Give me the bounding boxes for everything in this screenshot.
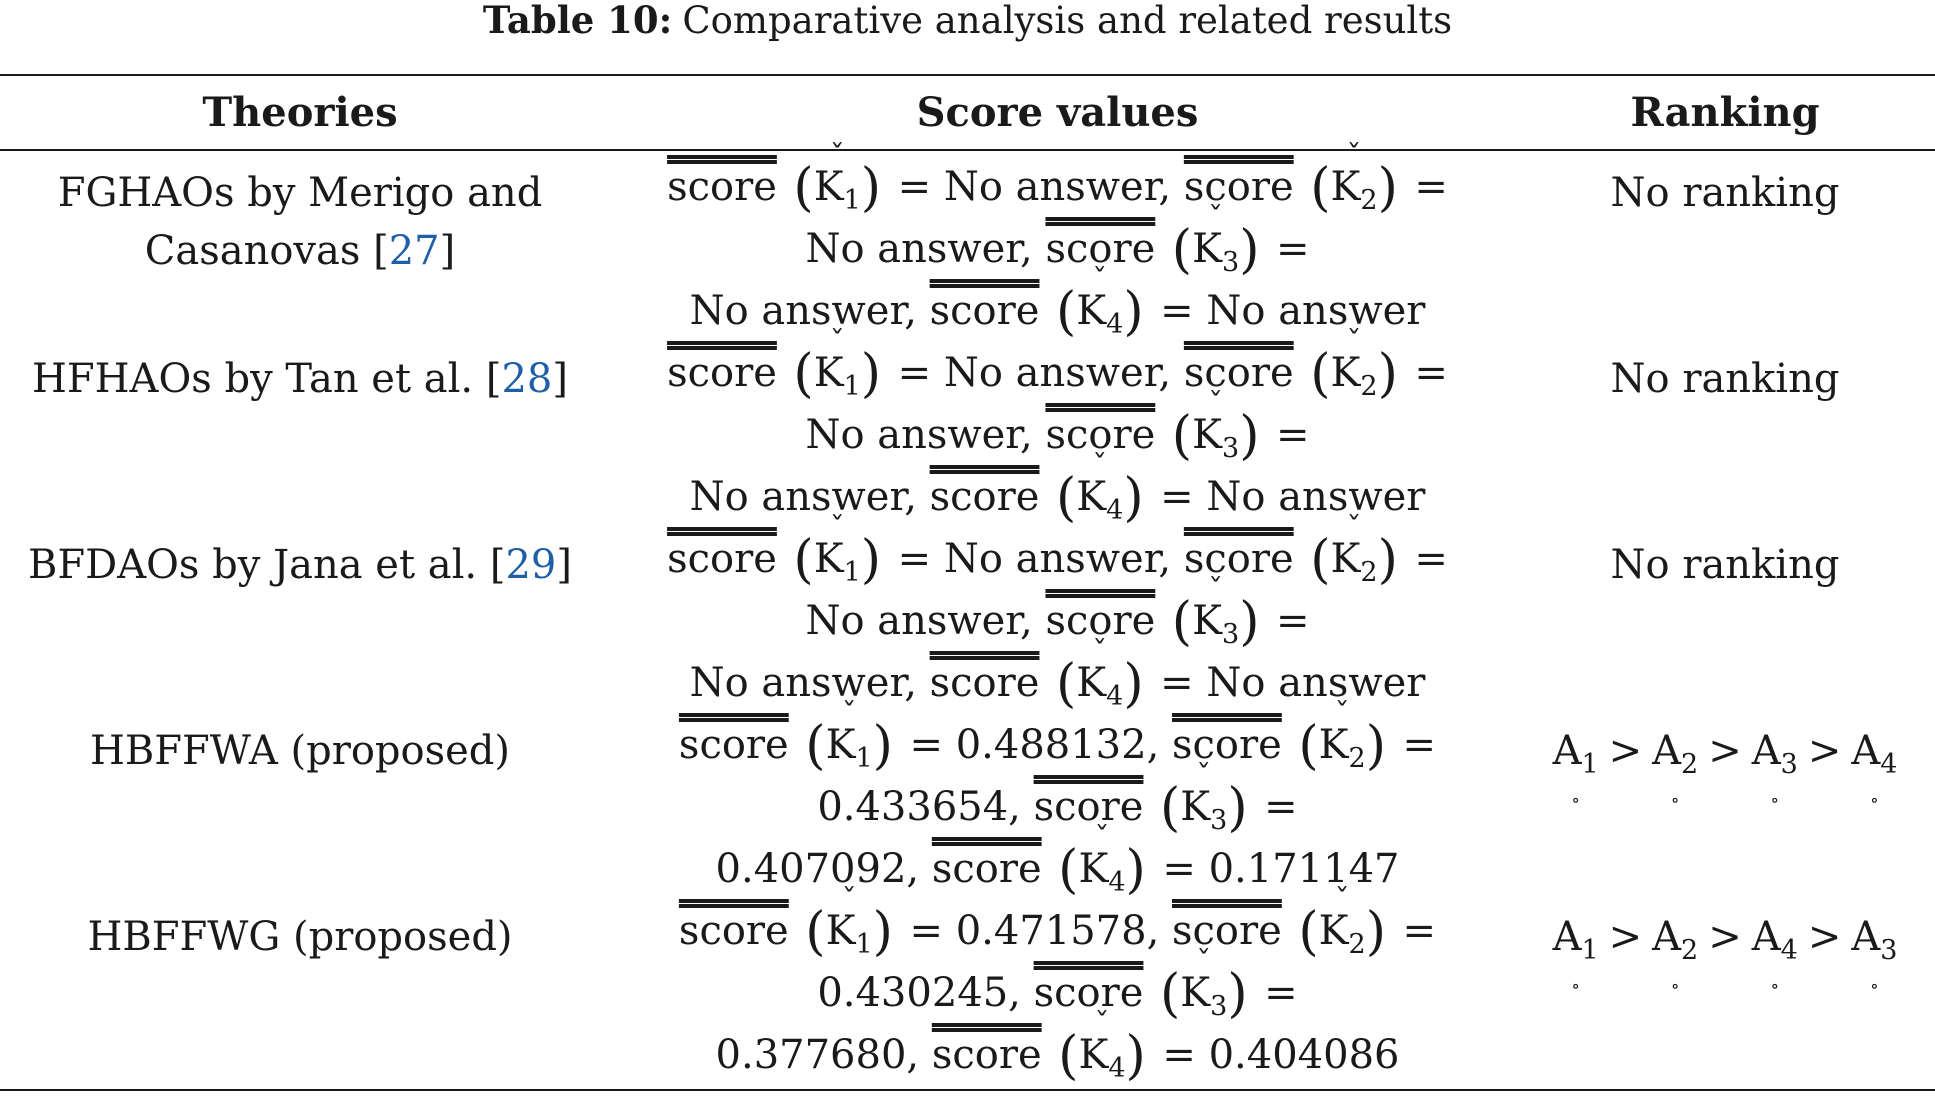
equals-sign: =	[1402, 722, 1437, 768]
ring-accent: ∘	[1571, 976, 1581, 997]
table-row	[0, 139, 1935, 342]
table-row	[0, 325, 1935, 528]
score-cell	[600, 511, 1515, 714]
paren-close: )	[1239, 406, 1277, 466]
paren-close: )	[860, 530, 898, 590]
paren-close: )	[1377, 530, 1415, 590]
score-line	[600, 1007, 1515, 1086]
paren-close: )	[1123, 468, 1161, 528]
alternative-symbol: A ∘ $_3$	[1851, 914, 1898, 997]
paren-close: )	[1227, 778, 1265, 838]
paren-close: )	[1125, 1026, 1163, 1086]
ranking-cell	[1515, 900, 1935, 997]
paren-close: )	[1365, 716, 1403, 776]
theory-name: FGHAOs by Merigo and Casanovas	[57, 170, 543, 274]
theory-name: HBFFWA (proposed)	[89, 728, 511, 774]
alternative-symbol: A ∘ $_1$	[1552, 914, 1599, 997]
ranking-cell	[1515, 528, 1935, 596]
comma: ,	[1158, 536, 1172, 582]
score-symbol: score	[1045, 598, 1156, 644]
k-letter: K	[1076, 474, 1107, 520]
caron-mark: ˇ	[1196, 945, 1212, 980]
greater-than: >	[1708, 914, 1742, 960]
k-subscript: 3	[1222, 619, 1240, 650]
k-subscript: 1	[843, 185, 861, 216]
k-subscript: 2	[1348, 743, 1366, 774]
comma: ,	[1008, 784, 1021, 830]
score-symbol: score	[1045, 412, 1156, 458]
score-symbol: score	[1033, 784, 1144, 830]
theory-name: BFDAOs by Jana et al.	[28, 542, 478, 588]
equals-sign: =	[909, 722, 943, 768]
paren-close: )	[1227, 964, 1265, 1024]
k-letter: K	[813, 350, 844, 396]
score-symbol: score	[1183, 350, 1294, 396]
ring-accent: ∘	[1770, 976, 1780, 997]
k-check-symbol	[825, 697, 873, 790]
theory-cell	[0, 528, 600, 594]
k-subscript: 1	[855, 743, 873, 774]
citation: [28]	[473, 356, 568, 402]
k-check-symbol	[1192, 201, 1240, 294]
comma: ,	[1158, 350, 1172, 396]
k-subscript: 3	[1210, 805, 1228, 836]
alternative-symbol: A ∘ $_3$	[1751, 728, 1798, 811]
score-value: No answer	[943, 536, 1159, 582]
k-check-symbol	[825, 883, 873, 976]
k-subscript: 2	[1360, 557, 1378, 588]
paren-open: (	[1155, 406, 1193, 466]
bottom-rule	[0, 1089, 1935, 1091]
k-check-symbol	[1180, 759, 1228, 852]
comma: ,	[906, 1032, 920, 1078]
alternative-symbol: A ∘ $_4$	[1851, 728, 1898, 811]
equals-sign: =	[1276, 412, 1310, 458]
paren-open: (	[1039, 468, 1077, 528]
paren-open: (	[1281, 902, 1319, 962]
ring-accent: ∘	[1869, 976, 1879, 997]
k-check-symbol	[1192, 387, 1240, 480]
score-value: 0.488132	[955, 722, 1147, 768]
k-letter: K	[1076, 288, 1107, 334]
equals-sign: =	[1162, 846, 1196, 892]
score-symbol: score	[929, 660, 1040, 706]
score-line	[600, 387, 1515, 466]
score-line	[600, 821, 1515, 900]
ranking-text: No ranking	[1610, 356, 1840, 402]
caron-mark: ˇ	[1208, 573, 1224, 608]
table-row	[0, 883, 1935, 1086]
alternative-index: 4	[1880, 749, 1898, 780]
score-symbol: score	[929, 474, 1040, 520]
k-letter: K	[1330, 536, 1361, 582]
equals-sign: =	[1414, 350, 1448, 396]
citation-link: 29	[505, 542, 557, 588]
score-symbol: score	[667, 350, 777, 396]
k-letter: K	[1318, 722, 1349, 768]
score-cell	[600, 325, 1515, 528]
equals-sign: =	[909, 908, 943, 954]
score-line	[600, 139, 1515, 218]
score-symbol: score	[1045, 226, 1156, 272]
alternative-symbol: A ∘ $_4$	[1751, 914, 1798, 997]
k-check-symbol	[813, 139, 861, 232]
alternative-symbol: A ∘ $_1$	[1552, 728, 1599, 811]
score-line	[600, 263, 1515, 342]
header-theories: Theories	[202, 89, 398, 136]
caron-mark: ˇ	[1346, 325, 1362, 360]
alternative-symbol: A ∘ $_2$	[1652, 728, 1699, 811]
ranking-cell	[1515, 342, 1935, 410]
score-value: No answer	[1206, 474, 1426, 520]
paren-close: )	[1123, 282, 1161, 342]
comma: ,	[1158, 164, 1172, 210]
score-line	[600, 635, 1515, 714]
k-subscript: 3	[1222, 433, 1240, 464]
ranking-cell	[1515, 156, 1935, 224]
score-symbol: score	[1183, 164, 1294, 210]
paren-close: )	[1239, 220, 1277, 280]
paren-open: (	[788, 716, 826, 776]
k-subscript: 2	[1348, 929, 1366, 960]
greater-than: >	[1608, 728, 1643, 774]
paren-open: (	[1039, 282, 1077, 342]
paren-open: (	[1143, 778, 1181, 838]
k-letter: K	[1330, 164, 1361, 210]
score-value: No answer	[943, 164, 1159, 210]
ranking-order	[1552, 914, 1898, 997]
k-letter: K	[813, 164, 844, 210]
k-letter: K	[813, 536, 844, 582]
caption-title: Comparative analysis and related results	[682, 0, 1453, 42]
score-symbol: score	[1183, 536, 1294, 582]
score-cell	[600, 139, 1515, 342]
k-subscript: 4	[1108, 867, 1126, 898]
comma: ,	[904, 660, 917, 706]
k-check-symbol	[813, 325, 861, 418]
k-letter: K	[1180, 970, 1211, 1016]
paren-open: (	[776, 344, 814, 404]
alternative-index: 4	[1780, 935, 1798, 966]
equals-sign: =	[1162, 1032, 1196, 1078]
k-letter: K	[1078, 1032, 1109, 1078]
ring-accent: ∘	[1869, 790, 1879, 811]
alternative-index: 2	[1681, 749, 1699, 780]
k-subscript: 1	[855, 929, 873, 960]
k-check-symbol	[1330, 325, 1378, 418]
k-check-symbol	[1318, 697, 1366, 790]
ranking-text: No ranking	[1610, 542, 1840, 588]
theory-cell	[0, 342, 600, 408]
k-check-symbol	[1318, 883, 1366, 976]
equals-sign: =	[897, 536, 932, 582]
paren-open: (	[788, 902, 826, 962]
citation: [27]	[360, 228, 456, 274]
paren-close: )	[872, 716, 910, 776]
score-line	[600, 759, 1515, 838]
score-symbol: score	[1033, 970, 1144, 1016]
score-symbol: score	[678, 722, 789, 768]
theory-cell	[0, 714, 600, 780]
alternative-index: 3	[1780, 749, 1798, 780]
ranking-text: No ranking	[1610, 170, 1840, 216]
k-subscript: 2	[1360, 371, 1378, 402]
paren-close: )	[1377, 344, 1415, 404]
equals-sign: =	[1160, 288, 1194, 334]
caron-mark: ˇ	[1346, 139, 1362, 174]
caron-mark: ˇ	[1334, 697, 1350, 732]
k-letter: K	[1318, 908, 1349, 954]
alternative-symbol: A ∘ $_2$	[1652, 914, 1699, 997]
score-line	[600, 573, 1515, 652]
paren-close: )	[1123, 654, 1161, 714]
greater-than: >	[1708, 728, 1742, 774]
ring-accent: ∘	[1770, 790, 1780, 811]
comma: ,	[904, 474, 917, 520]
paren-open: (	[1293, 344, 1331, 404]
comma: ,	[906, 846, 920, 892]
paren-open: (	[776, 158, 814, 218]
score-value: 0.471578	[955, 908, 1147, 954]
caron-mark: ˇ	[1334, 883, 1350, 918]
caron-mark: ˇ	[841, 697, 857, 732]
score-symbol: score	[929, 288, 1040, 334]
caron-mark: ˇ	[1094, 1007, 1110, 1042]
caron-mark: ˇ	[1092, 635, 1108, 670]
caron-mark: ˇ	[829, 325, 845, 360]
theory-name: HBFFWG (proposed)	[87, 914, 513, 960]
score-line	[600, 945, 1515, 1024]
k-letter: K	[825, 908, 856, 954]
equals-sign: =	[1264, 784, 1298, 830]
ring-accent: ∘	[1670, 976, 1680, 997]
paren-open: (	[1041, 1026, 1079, 1086]
equals-sign: =	[1160, 474, 1194, 520]
k-letter: K	[1192, 598, 1222, 644]
caption-label: Table 10:	[482, 0, 673, 42]
paren-open: (	[1155, 592, 1193, 652]
score-symbol: score	[1172, 722, 1282, 768]
paren-open: (	[1281, 716, 1319, 776]
paren-open: (	[1039, 654, 1077, 714]
equals-sign: =	[1264, 970, 1298, 1016]
comma: ,	[1146, 722, 1160, 768]
citation-link: 28	[501, 356, 553, 402]
paren-open: (	[1155, 220, 1193, 280]
paren-close: )	[1365, 902, 1403, 962]
score-symbol: score	[667, 164, 777, 210]
equals-sign: =	[897, 164, 932, 210]
comma: ,	[1008, 970, 1021, 1016]
score-value: No answer	[1206, 660, 1426, 706]
score-line	[600, 325, 1515, 404]
score-value: No answer	[689, 288, 905, 334]
k-check-symbol	[1330, 511, 1378, 604]
paren-close: )	[1239, 592, 1277, 652]
k-subscript: 2	[1360, 185, 1378, 216]
equals-sign: =	[897, 350, 932, 396]
equals-sign: =	[1276, 226, 1310, 272]
theory-cell	[0, 900, 600, 966]
k-subscript: 4	[1106, 495, 1124, 526]
score-value: No answer	[943, 350, 1159, 396]
caron-mark: ˇ	[1346, 511, 1362, 546]
equals-sign: =	[1160, 660, 1194, 706]
score-symbol: score	[931, 1032, 1042, 1078]
k-letter: K	[1192, 226, 1222, 272]
alternative-index: 2	[1681, 935, 1699, 966]
comma: ,	[1020, 226, 1033, 272]
score-value: 0.433654	[817, 784, 1009, 830]
citation: [29]	[477, 542, 572, 588]
k-check-symbol	[1192, 573, 1240, 666]
alternative-index: 3	[1880, 935, 1898, 966]
k-letter: K	[1078, 846, 1109, 892]
k-letter: K	[1180, 784, 1211, 830]
caron-mark: ˇ	[1092, 263, 1108, 298]
theory-cell	[0, 156, 600, 280]
equals-sign: =	[1276, 598, 1310, 644]
score-cell	[600, 697, 1515, 900]
score-value: 0.171147	[1208, 846, 1400, 892]
k-letter: K	[825, 722, 856, 768]
greater-than: >	[1608, 914, 1643, 960]
score-value: No answer	[1206, 288, 1426, 334]
k-check-symbol	[1180, 945, 1228, 1038]
ranking-cell	[1515, 714, 1935, 811]
alternative-index: 1	[1581, 935, 1599, 966]
score-line	[600, 511, 1515, 590]
top-rule	[0, 74, 1935, 76]
score-line	[600, 883, 1515, 962]
header-rule	[0, 149, 1935, 151]
k-subscript: 4	[1106, 309, 1124, 340]
caron-mark: ˇ	[1094, 821, 1110, 856]
caron-mark: ˇ	[1208, 201, 1224, 236]
ranking-order	[1552, 728, 1898, 811]
greater-than: >	[1807, 914, 1842, 960]
table-caption	[0, 0, 1935, 44]
score-symbol: score	[1172, 908, 1282, 954]
score-value: 0.404086	[1208, 1032, 1400, 1078]
table-row	[0, 697, 1935, 900]
caron-mark: ˇ	[841, 883, 857, 918]
k-letter: K	[1330, 350, 1361, 396]
score-value: 0.430245	[817, 970, 1009, 1016]
k-letter: K	[1192, 412, 1222, 458]
caron-mark: ˇ	[1092, 449, 1108, 484]
k-subscript: 1	[843, 557, 861, 588]
k-subscript: 1	[843, 371, 861, 402]
comma: ,	[1020, 412, 1033, 458]
k-subscript: 3	[1210, 991, 1228, 1022]
k-subscript: 3	[1222, 247, 1240, 278]
score-symbol: score	[931, 846, 1042, 892]
k-letter: K	[1076, 660, 1107, 706]
score-symbol: score	[667, 536, 777, 582]
caron-mark: ˇ	[1196, 759, 1212, 794]
score-value: No answer	[805, 598, 1021, 644]
theory-name: HFHAOs by Tan et al.	[32, 356, 474, 402]
comma: ,	[1146, 908, 1160, 954]
score-value: No answer	[805, 412, 1021, 458]
score-symbol: score	[678, 908, 789, 954]
equals-sign: =	[1402, 908, 1437, 954]
score-value: No answer	[805, 226, 1021, 272]
paren-open: (	[1293, 158, 1331, 218]
equals-sign: =	[1414, 536, 1448, 582]
score-value: No answer	[689, 474, 905, 520]
score-cell	[600, 883, 1515, 1086]
paren-open: (	[1293, 530, 1331, 590]
score-line	[600, 449, 1515, 528]
paren-close: )	[1377, 158, 1415, 218]
paren-close: )	[860, 344, 898, 404]
comma: ,	[1020, 598, 1033, 644]
score-value: 0.407092	[715, 846, 907, 892]
greater-than: >	[1807, 728, 1842, 774]
k-check-symbol	[1330, 139, 1378, 232]
ring-accent: ∘	[1670, 790, 1680, 811]
table-row	[0, 511, 1935, 714]
paren-close: )	[872, 902, 910, 962]
caron-mark: ˇ	[829, 511, 845, 546]
header-ranking: Ranking	[1630, 89, 1820, 136]
k-subscript: 4	[1108, 1053, 1126, 1084]
k-subscript: 4	[1106, 681, 1124, 712]
header-score-values: Score values	[916, 89, 1199, 136]
citation-link: 27	[388, 228, 440, 274]
paren-close: )	[860, 158, 898, 218]
paren-open: (	[1041, 840, 1079, 900]
k-check-symbol	[813, 511, 861, 604]
alternative-index: 1	[1581, 749, 1599, 780]
comma: ,	[904, 288, 917, 334]
ring-accent: ∘	[1571, 790, 1581, 811]
paren-open: (	[1143, 964, 1181, 1024]
paren-close: )	[1125, 840, 1163, 900]
caron-mark: ˇ	[1208, 387, 1224, 422]
paren-open: (	[776, 530, 814, 590]
score-value: 0.377680	[715, 1032, 907, 1078]
score-value: No answer	[689, 660, 905, 706]
equals-sign: =	[1414, 164, 1448, 210]
score-line	[600, 697, 1515, 776]
caron-mark: ˇ	[829, 139, 845, 174]
score-line	[600, 201, 1515, 280]
